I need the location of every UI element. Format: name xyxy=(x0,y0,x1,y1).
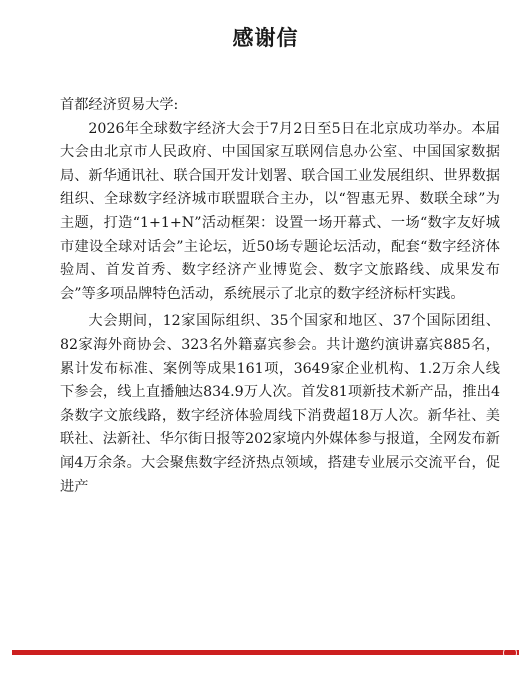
paragraph-1: 2026年全球数字经济大会于7月2日至5日在北京成功举办。本届大会由北京市人民政府、中国国家互联网信息办公室、中国国家数据局、新华通讯社、联合国开发计划署、联合国工业发展组织、世界数据组织、全球数字经济城市联盟联合主办，以“智惠无界、数联全球”为主题，打造“1+1+N”活动框架：设置一场开幕式、一场“数字友好城市建设全球对话会”主论坛，近50场专题论坛活动，配套“数字经济体验周、首发首秀、数字经济产业博览会、数字文旅路线、成果发布会”等多项品牌特色活动，系统展示了北京的数字经济标杆实践。 xyxy=(60,120,500,302)
watermark xyxy=(503,646,517,660)
letter-body xyxy=(60,94,500,499)
footer-accent-bar xyxy=(12,650,519,655)
salutation: 首都经济贸易大学: xyxy=(60,97,179,113)
paragraph-2: 大会期间，12家国际组织、35个国家和地区、37个国际团组、82家海外商协会、323名外籍嘉宾参会。共计邀约演讲嘉宾885名，累计发布标准、案例等成果161项，3649家企业机构、1.2万余人线下参会，线上直播触达834.9万人次。首发81项新技术新产品，推出4条数字文旅线路，数字经济体验周线下消费超18万人次。新华社、美联社、法新社、华尔街日报等202家境内外媒体参与报道，全网发布新闻4万余条。大会聚焦数字经济热点领域，搭建专业展示交流平台，促进产 xyxy=(60,313,500,495)
letter-title: 感谢信 xyxy=(232,26,299,50)
watermark-logo-icon xyxy=(503,646,517,660)
